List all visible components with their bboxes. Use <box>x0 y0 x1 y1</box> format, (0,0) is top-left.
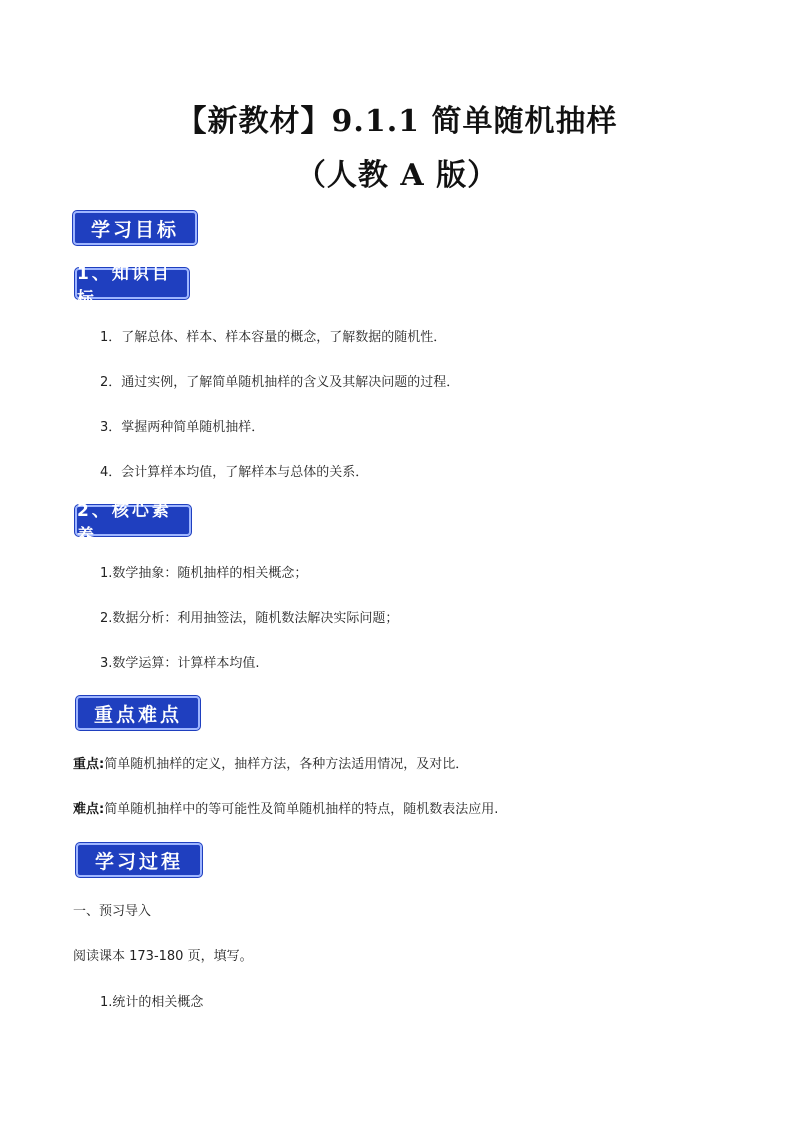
learning-process-badge: 学习过程 <box>76 843 202 877</box>
reading-instruction: 阅读课本 173-180 页，填写。 <box>73 949 253 964</box>
difficulty-text: 简单随机抽样中的等可能性及简单随机抽样的特点，随机数表法应用. <box>104 802 499 817</box>
concept-item-1: 1.统计的相关概念 <box>100 995 204 1010</box>
knowledge-item-3: 3．掌握两种简单随机抽样． <box>100 420 265 435</box>
key-points-badge: 重点难点 <box>76 696 200 730</box>
core-item-3: 3.数学运算：计算样本均值. <box>100 656 260 671</box>
learning-goals-badge: 学习目标 <box>73 211 197 245</box>
preview-heading: 一、预习导入 <box>73 904 152 919</box>
focus-text: 简单随机抽样的定义，抽样方法，各种方法适用情况，及对比． <box>104 757 469 772</box>
core-literacy-badge: 2、核心素养 <box>75 505 191 536</box>
document-title: 【新教材】9.1.1 简单随机抽样 <box>176 104 618 139</box>
difficulty-label: 难点: <box>73 802 105 817</box>
knowledge-item-1: 1．了解总体、样本、样本容量的概念，了解数据的随机性． <box>100 330 447 345</box>
core-item-2: 2.数据分析：利用抽签法，随机数法解决实际问题； <box>100 611 399 626</box>
knowledge-item-2: 2．通过实例，了解简单随机抽样的含义及其解决问题的过程． <box>100 375 460 390</box>
knowledge-item-4: 4．会计算样本均值，了解样本与总体的关系． <box>100 465 369 480</box>
difficulty-line <box>73 798 498 817</box>
knowledge-goals-badge: 1、知识目标 <box>75 268 189 299</box>
focus-line <box>73 753 468 772</box>
core-item-1: 1.数学抽象：随机抽样的相关概念； <box>100 566 308 581</box>
focus-label: 重点: <box>73 757 105 772</box>
document-subtitle: （人教 A 版） <box>295 158 499 193</box>
